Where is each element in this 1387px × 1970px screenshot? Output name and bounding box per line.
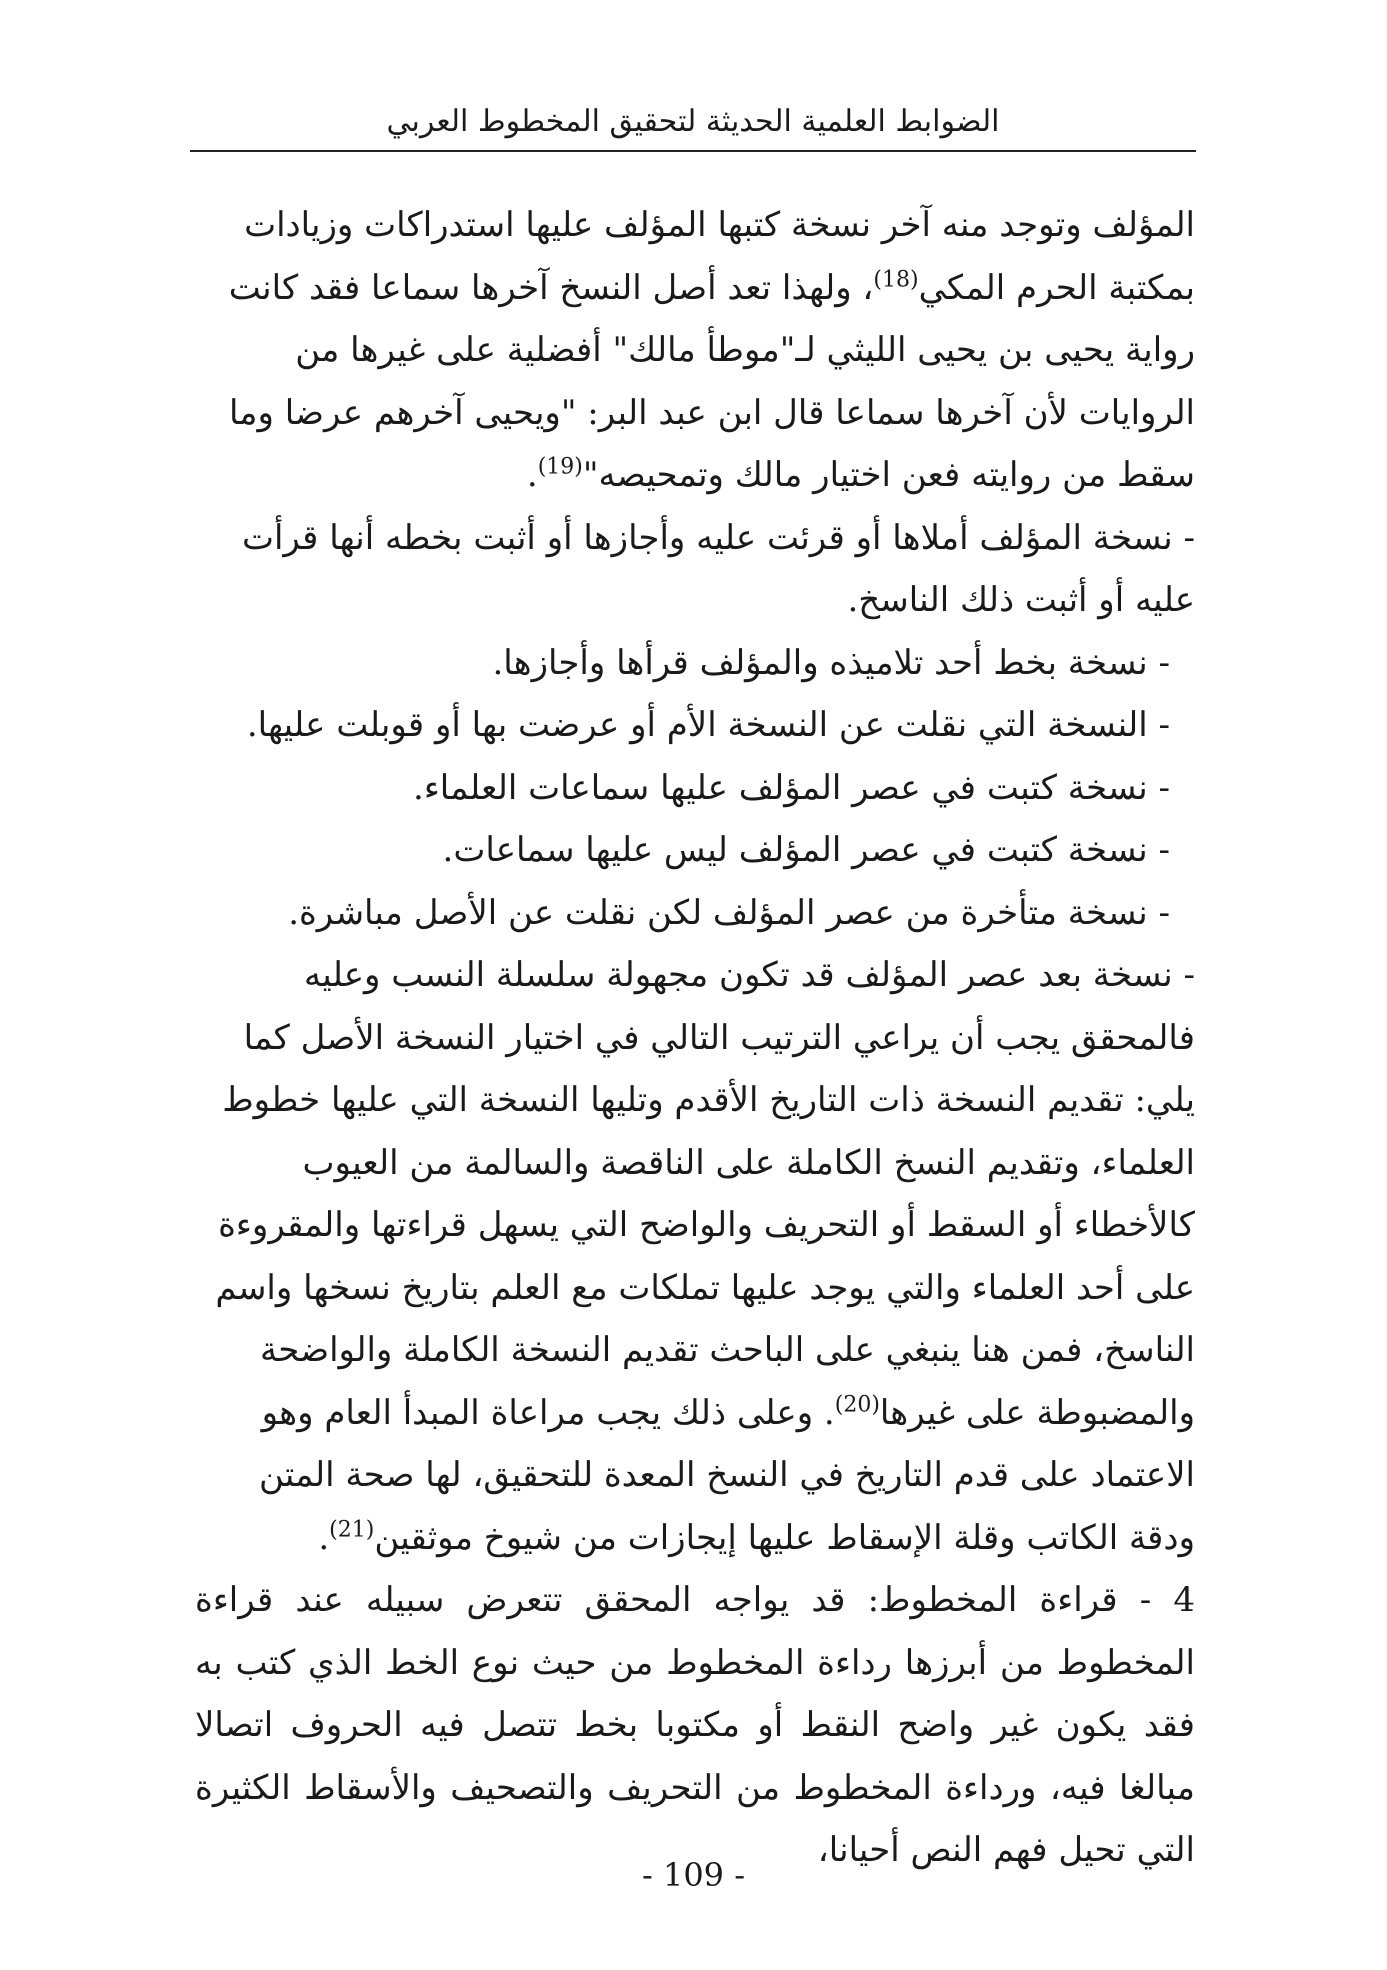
header-rule bbox=[190, 150, 1196, 152]
text-segment: . bbox=[526, 455, 538, 495]
paragraph-author-copy bbox=[195, 194, 1195, 507]
text-segment: . bbox=[318, 1517, 330, 1558]
list-item: - نسخة كتبت في عصر المؤلف عليها سماعات العلماء. bbox=[413, 767, 1170, 808]
footnote-ref-20: (20) bbox=[834, 1392, 880, 1418]
list-item: - النسخة التي نقلت عن النسخة الأم أو عرضت بها أو قوبلت عليها. bbox=[246, 705, 1170, 745]
list-item: - نسخة متأخرة من عصر المؤلف لكن نقلت عن الأصل مباشرة. bbox=[288, 892, 1170, 933]
text-segment: . وعلى ذلك يجب مراعاة المبدأ العام وهو الاعتماد على قدم التاريخ في النسخ المعدة للتحقيق، لها صحة المتن ودقة الكاتب وقلة الإسقاط عليها إيجازات من شيوخ موثقين bbox=[258, 1392, 1195, 1558]
text-segment: المؤلف وتوجد منه آخر نسخة كتبها المؤلف عليها استدراكات وزيادات بمكتبة الحرم المكي bbox=[244, 205, 1195, 308]
footnote-ref-21: (21) bbox=[329, 1517, 375, 1543]
footnote-ref-19: (19) bbox=[537, 454, 583, 480]
list-item: - نسخة بخط أحد تلاميذه والمؤلف قرأها وأجازها. bbox=[492, 642, 1170, 683]
page-number: - 109 - bbox=[641, 1856, 746, 1894]
list-item: - نسخة كتبت في عصر المؤلف ليس عليها سماعات. bbox=[442, 830, 1170, 870]
paragraph-manuscript-reading: 4 - قراءة المخطوط: قد يواجه المحقق تتعرض سبيله عند قراءة المخطوط من أبرزها رداءة المخطوط من حيث نوع الخط الذي كتب به فقد يكون غير واضح النقط أو مكتوبا بخط تتصل فيه الحروف اتصالا مبالغا فيه، ورداءة المخطوط من التحريف والتصحيف والأسقاط الكثيرة التي تحيل فهم النص أحيانا، bbox=[195, 1580, 1195, 1870]
footnote-ref-18: (18) bbox=[873, 267, 919, 293]
list-item bbox=[195, 944, 1195, 1569]
text-segment: - نسخة بعد عصر المؤلف قد تكون مجهولة سلسلة النسب وعليه فالمحقق يجب أن يراعي الترتيب التالي في اختيار النسخة الأصل كما يلي: تقديم النسخة ذات التاريخ الأقدم وتليها النسخة التي عليها خطوط العلماء، وتقديم النسخ الكاملة على الناقصة والسالمة من العيوب كالأخطاء أو السقط أو التحريف والواضح التي يسهل قراءتها والمقروءة على أحد العلماء والتي يوجد عليها تملكات مع العلم بتاريخ نسخها واسم الناسخ، فمن هنا ينبغي على الباحث تقديم النسخة الكاملة والواضحة والمضبوطة على غيرها bbox=[215, 955, 1195, 1433]
text-segment: ، ولهذا تعد أصل النسخ آخرها سماعا فقد كانت رواية يحيى بن يحيى الليثي لـ"موطأ مالك" أفضلية على غيرها من الروايات لأن آخرها سماعا قال ابن عبد البر: "ويحيى آخرهم عرضا وما سقط من روايته فعن اختيار مالك وتمحيصه" bbox=[228, 267, 1195, 495]
list-item: - نسخة المؤلف أملاها أو قرئت عليه وأجازها أو أثبت بخطه أنها قرأت عليه أو أثبت ذلك الناسخ. bbox=[241, 517, 1195, 620]
running-header-title: الضوابط العلمية الحديثة لتحقيق المخطوط العربي bbox=[386, 104, 1000, 139]
body-text bbox=[195, 194, 1195, 1882]
